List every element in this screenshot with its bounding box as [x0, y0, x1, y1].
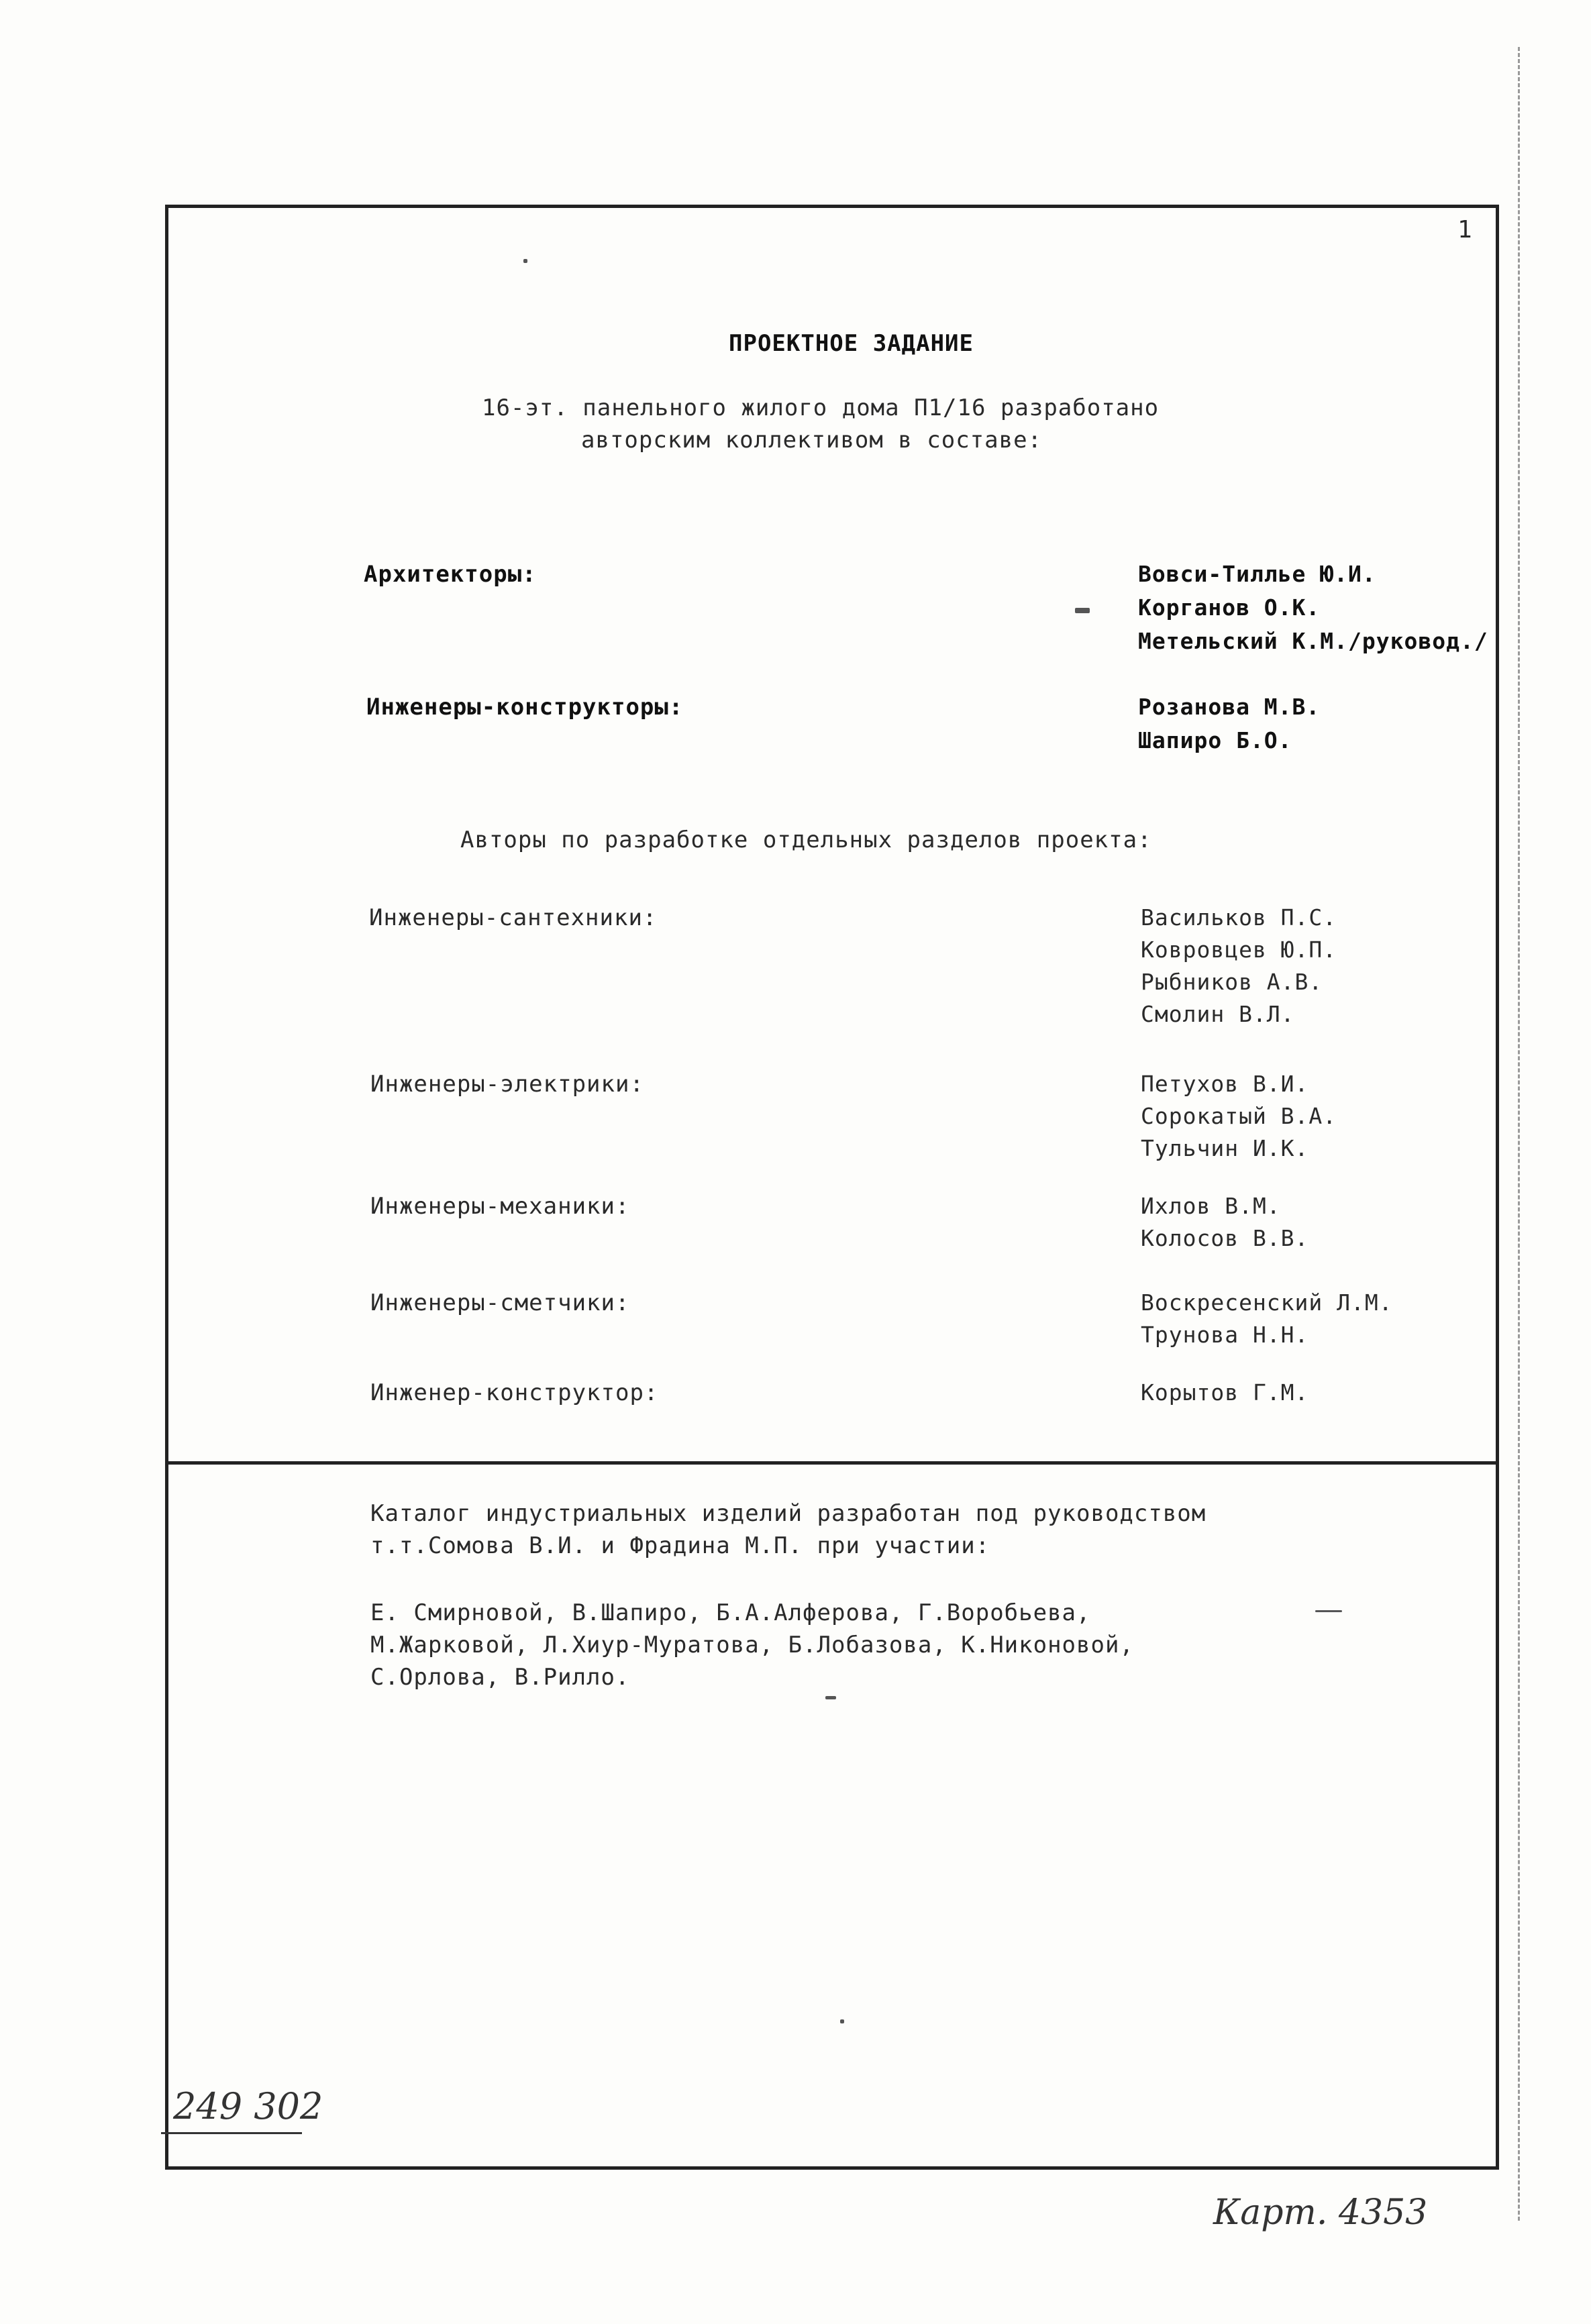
mechanical-engineer-name: Ихлов В.М. [1141, 1193, 1281, 1219]
electrical-engineer-name: Петухов В.И. [1141, 1071, 1309, 1097]
sanitary-engineer-name: Васильков П.С. [1141, 904, 1337, 931]
document-title: ПРОЕКТНОЕ ЗАДАНИЕ [729, 330, 974, 357]
catalog-line: С.Орлова, В.Рилло. [370, 1664, 630, 1691]
mechanical-engineer-name: Колосов В.В. [1141, 1225, 1309, 1251]
section-divider [165, 1461, 1499, 1465]
scan-speck [523, 259, 527, 263]
page-number: 1 [1457, 216, 1473, 244]
catalog-line: Каталог индустриальных изделий разработан под руководством [370, 1500, 1207, 1527]
scan-speck [840, 2019, 844, 2023]
sanitary-engineer-name: Ковровцев Ю.П. [1141, 937, 1337, 963]
architect-name: Вовси-Тилльe Ю.И. [1138, 561, 1376, 587]
handwritten-inventory-number: 249 302 [173, 2085, 323, 2127]
intro-line-1: 16-эт. панельного жилого дома П1/16 разработано [482, 394, 1160, 421]
role-design-engineer: Инженер-конструктор: [370, 1379, 659, 1406]
role-estimators: Инженеры-сметчики: [370, 1289, 630, 1316]
handwritten-card-number: Карт. 4353 [1213, 2193, 1428, 2233]
role-architects: Архитекторы: [364, 561, 537, 588]
structural-engineer-name: Шапиро Б.О. [1138, 727, 1292, 753]
sanitary-engineer-name: Рыбников А.В. [1141, 969, 1323, 995]
handwritten-underline [161, 2132, 302, 2134]
electrical-engineer-name: Сорокатый В.А. [1141, 1103, 1337, 1129]
architect-name: Метельский К.М./руковод./ [1138, 628, 1488, 654]
estimator-name: Воскресенский Л.М. [1141, 1289, 1393, 1316]
scan-speck [1075, 608, 1090, 613]
sanitary-engineer-name: Смолин В.Л. [1141, 1001, 1295, 1027]
architect-name: Корганов О.К. [1138, 594, 1321, 621]
scan-speck [825, 1696, 836, 1699]
role-electrical-engineers: Инженеры-электрики: [370, 1071, 644, 1098]
catalog-line: т.т.Сомова В.И. и Фрадина М.П. при участии: [370, 1532, 990, 1559]
role-mechanical-engineers: Инженеры-механики: [370, 1193, 630, 1220]
estimator-name: Трунова Н.Н. [1141, 1322, 1309, 1348]
document-frame [165, 205, 1499, 2170]
sections-heading: Авторы по разработке отдельных разделов проекта: [460, 827, 1152, 853]
scan-speck [1315, 1610, 1342, 1612]
catalog-line: М.Жарковой, Л.Хиур-Муратова, Б.Лобазова, К.Никоновой, [370, 1632, 1134, 1658]
scanned-page-edge [1518, 47, 1567, 2221]
intro-line-2: авторским коллективом в составе: [581, 427, 1043, 454]
role-structural-engineers: Инженеры-конструкторы: [366, 694, 684, 721]
catalog-line: Е. Смирновой, В.Шапиро, Б.А.Алферова, Г.Воробьева, [370, 1599, 1091, 1626]
electrical-engineer-name: Тульчин И.К. [1141, 1135, 1309, 1161]
role-sanitary-engineers: Инженеры-сантехники: [369, 904, 658, 931]
structural-engineer-name: Розанова М.В. [1138, 694, 1321, 720]
design-engineer-name: Корытов Г.М. [1141, 1379, 1309, 1406]
